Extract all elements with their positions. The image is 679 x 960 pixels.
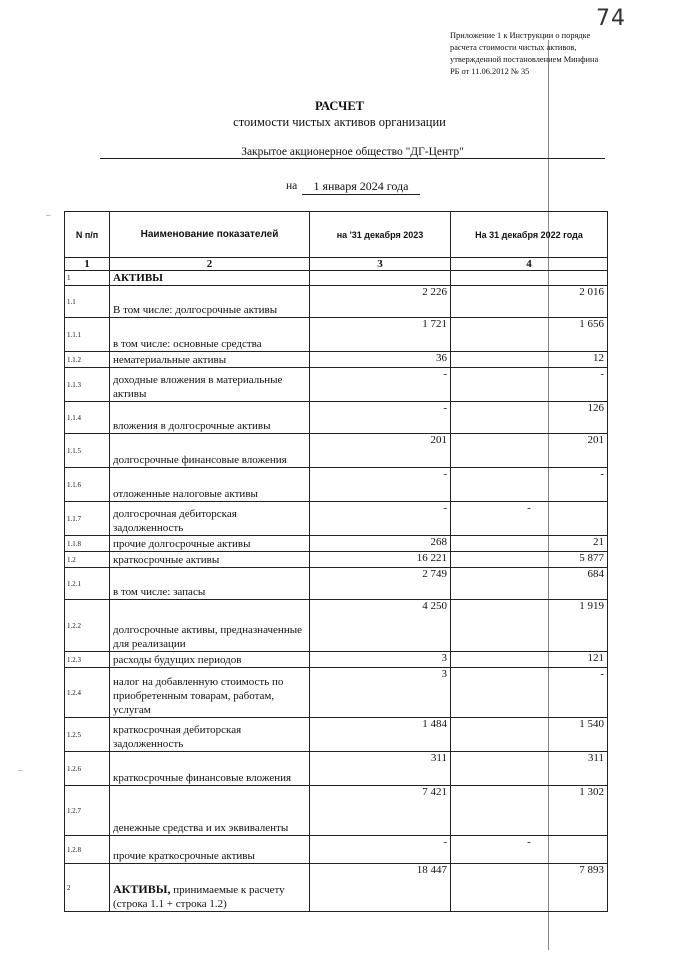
value-2022: 121 xyxy=(451,652,608,668)
row-name: краткосрочная дебиторская задолженность xyxy=(110,718,310,752)
row-code: 1.2.6 xyxy=(65,752,110,786)
value-2022: 1 919 xyxy=(451,600,608,652)
header-2023: на '31 декабря 2023 xyxy=(310,212,451,258)
header-2022: На 31 декабря 2022 года xyxy=(451,212,608,258)
row-code: 1.1.7 xyxy=(65,502,110,536)
table-row xyxy=(65,368,608,402)
margin-mark: – xyxy=(18,765,23,775)
margin-mark: – xyxy=(46,210,51,220)
row-code: 1.1.2 xyxy=(65,352,110,368)
row-name-rest: принимаемые к расчету (строка 1.1 + строка 1.2) xyxy=(113,884,285,910)
row-name: в том числе: основные средства xyxy=(110,318,310,352)
index-cell: 2 xyxy=(110,258,310,271)
row-name: краткосрочные активы xyxy=(110,552,310,568)
row-name xyxy=(110,864,310,912)
table-row xyxy=(65,752,608,786)
row-name: доходные вложения в материальные активы xyxy=(110,368,310,402)
value-2023 xyxy=(310,271,451,286)
table-row xyxy=(65,552,608,568)
row-name: В том числе: долгосрочные активы xyxy=(110,286,310,318)
row-name: налог на добавленную стоимость по приобретенным товарам, работам, услугам xyxy=(110,668,310,718)
value-2022: - xyxy=(451,836,608,864)
table-row xyxy=(65,402,608,434)
value-2023: 16 221 xyxy=(310,552,451,568)
index-cell: 4 xyxy=(451,258,608,271)
row-name: денежные средства и их эквиваленты xyxy=(110,786,310,836)
row-code: 1.1.4 xyxy=(65,402,110,434)
value-2023: 18 447 xyxy=(310,864,451,912)
value-2023: 36 xyxy=(310,352,451,368)
document-subtitle: стоимости чистых активов организации xyxy=(233,115,446,129)
value-2022: 126 xyxy=(451,402,608,434)
row-code: 1.2.3 xyxy=(65,652,110,668)
value-2022: 1 540 xyxy=(451,718,608,752)
value-2023: - xyxy=(310,402,451,434)
row-code: 1.2.2 xyxy=(65,600,110,652)
value-2023: 7 421 xyxy=(310,786,451,836)
row-code: 1.2.1 xyxy=(65,568,110,600)
row-code: 1.1.3 xyxy=(65,368,110,402)
value-2022: - xyxy=(451,368,608,402)
value-2022: 2 016 xyxy=(451,286,608,318)
value-2022: 7 893 xyxy=(451,864,608,912)
report-date: 1 января 2024 года xyxy=(302,179,420,195)
organization-name: Закрытое акционерное общество "ДГ-Центр" xyxy=(100,146,605,159)
table-row xyxy=(65,668,608,718)
table-row xyxy=(65,434,608,468)
index-cell: 3 xyxy=(310,258,451,271)
value-2022: 12 xyxy=(451,352,608,368)
row-name-bold: АКТИВЫ, xyxy=(113,882,171,896)
row-code: 1.1.1 xyxy=(65,318,110,352)
index-cell: 1 xyxy=(65,258,110,271)
value-2022: - xyxy=(451,502,608,536)
table-row xyxy=(65,568,608,600)
table-row xyxy=(65,502,608,536)
row-name: долгосрочные финансовые вложения xyxy=(110,434,310,468)
row-code: 1.1.8 xyxy=(65,536,110,552)
row-code: 1.2.7 xyxy=(65,786,110,836)
value-2022: 1 656 xyxy=(451,318,608,352)
row-name: вложения в долгосрочные активы xyxy=(110,402,310,434)
table-row xyxy=(65,536,608,552)
table-row xyxy=(65,286,608,318)
row-name: долгосрочные активы, предназначенные для реализации xyxy=(110,600,310,652)
table-row xyxy=(65,271,608,286)
value-2022: 201 xyxy=(451,434,608,468)
row-name: долгосрочная дебиторская задолженность xyxy=(110,502,310,536)
value-2022: 311 xyxy=(451,752,608,786)
value-2023: 2 749 xyxy=(310,568,451,600)
table-row xyxy=(65,652,608,668)
row-code: 1.1.6 xyxy=(65,468,110,502)
value-2023: - xyxy=(310,502,451,536)
value-2023: 268 xyxy=(310,536,451,552)
value-2023: 4 250 xyxy=(310,600,451,652)
handwritten-page-number: 74 xyxy=(596,6,626,31)
row-code: 2 xyxy=(65,864,110,912)
row-name: в том числе: запасы xyxy=(110,568,310,600)
value-2023: - xyxy=(310,836,451,864)
table-row xyxy=(65,786,608,836)
row-code: 1.1 xyxy=(65,286,110,318)
value-2023: - xyxy=(310,368,451,402)
table-row xyxy=(65,318,608,352)
header-num: N п/п xyxy=(65,212,110,258)
row-name: прочие долгосрочные активы xyxy=(110,536,310,552)
table-row xyxy=(65,352,608,368)
row-name: отложенные налоговые активы xyxy=(110,468,310,502)
row-code: 1.2.4 xyxy=(65,668,110,718)
value-2023: 1 721 xyxy=(310,318,451,352)
date-prefix: на xyxy=(286,180,298,192)
value-2022: 21 xyxy=(451,536,608,552)
value-2023: 1 484 xyxy=(310,718,451,752)
value-2023: 2 226 xyxy=(310,286,451,318)
annex-reference: Приложение 1 к Инструкции о порядке расчета стоимости чистых активов, утвержденной постановлением Минфина РБ от 11.06.2012 № 35 xyxy=(450,31,599,76)
table-row xyxy=(65,864,608,912)
net-assets-table xyxy=(64,211,608,912)
document-title: РАСЧЕТ xyxy=(314,99,364,113)
value-2022: 1 302 xyxy=(451,786,608,836)
table-row xyxy=(65,468,608,502)
value-2023: - xyxy=(310,468,451,502)
row-name: АКТИВЫ xyxy=(110,271,310,286)
value-2022: 684 xyxy=(451,568,608,600)
row-name: краткосрочные финансовые вложения xyxy=(110,752,310,786)
header-name: Наименование показателей xyxy=(110,212,310,258)
row-code: 1.2.5 xyxy=(65,718,110,752)
value-2022: 5 877 xyxy=(451,552,608,568)
value-2023: 311 xyxy=(310,752,451,786)
table-row xyxy=(65,836,608,864)
table-row xyxy=(65,600,608,652)
value-2023: 3 xyxy=(310,652,451,668)
value-2022: - xyxy=(451,468,608,502)
row-code: 1.1.5 xyxy=(65,434,110,468)
row-name: нематериальные активы xyxy=(110,352,310,368)
value-2023: 3 xyxy=(310,668,451,718)
row-code: 1.2 xyxy=(65,552,110,568)
value-2023: 201 xyxy=(310,434,451,468)
value-2022: - xyxy=(451,668,608,718)
row-name: прочие краткосрочные активы xyxy=(110,836,310,864)
row-code: 1.2.8 xyxy=(65,836,110,864)
row-code: 1 xyxy=(65,271,110,286)
row-name: расходы будущих периодов xyxy=(110,652,310,668)
value-2022 xyxy=(451,271,608,286)
table-row xyxy=(65,718,608,752)
